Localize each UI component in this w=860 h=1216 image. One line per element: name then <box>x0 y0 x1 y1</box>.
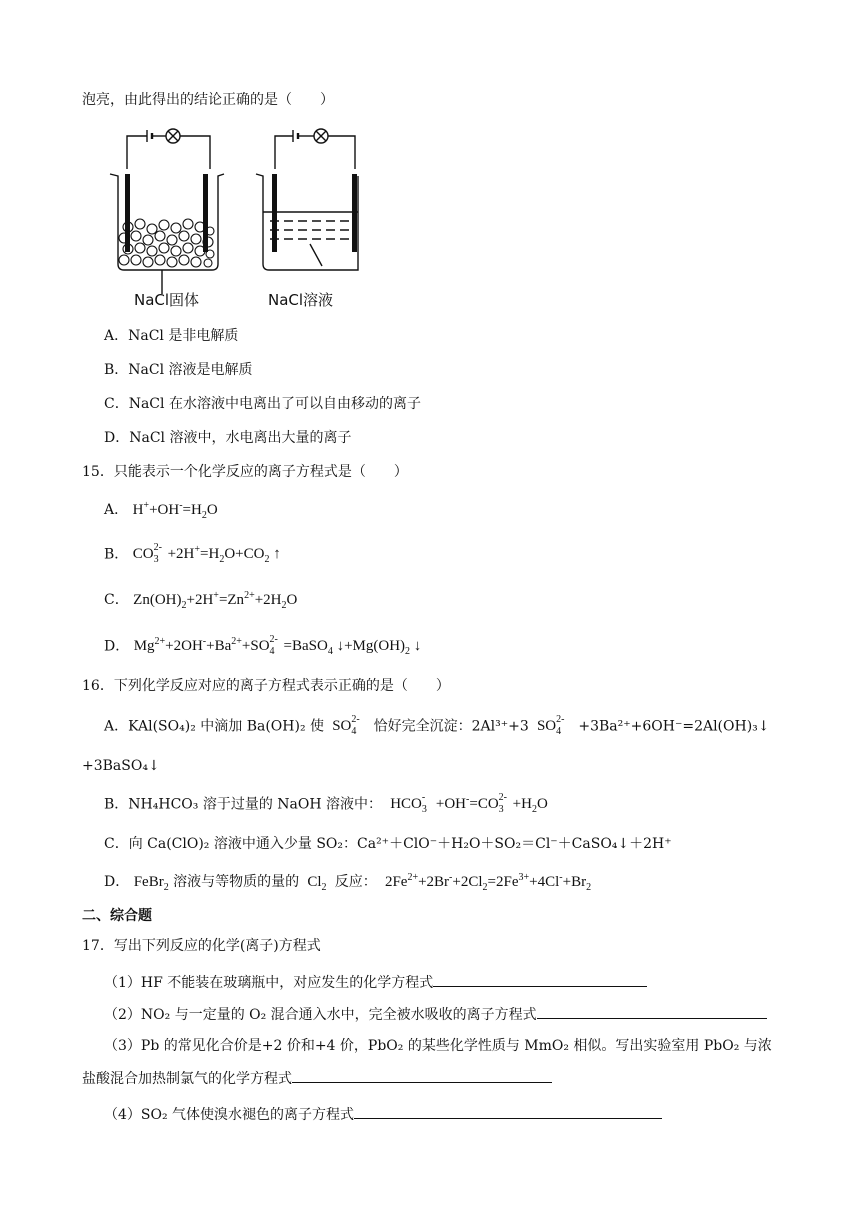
q17-part-4-answer-blank[interactable] <box>354 1104 662 1119</box>
q14-option-d: D．NaCl 溶液中，水电离出大量的离子 <box>104 430 352 446</box>
q16-option-b <box>104 794 548 816</box>
q16-d-react: 反应： <box>334 874 377 890</box>
q16-d-label: D． <box>104 874 130 890</box>
q14-option-c: C．NaCl 在水溶液中电离出了可以自由移动的离子 <box>104 396 421 412</box>
q15-option-b <box>104 544 281 566</box>
q15-b-label: B． <box>104 546 129 563</box>
nacl-solid-label: NaCl固体 <box>134 291 200 309</box>
question-16-stem: 16．下列化学反应对应的离子方程式表示正确的是（ ） <box>82 678 450 694</box>
q16-d-cl2: $Cl_2$ <box>303 874 327 893</box>
q16-a-sulfate-2: SO 2- 4 <box>533 714 565 737</box>
q17-part-1 <box>104 972 647 993</box>
q17-part-3: （3）Pb 的常见化合价是+2 价和+4 价，PbO₂ 的某些化学性质与 MmO₂ 相似。写出实验室用 PbO₂ 与浓 <box>104 1038 772 1054</box>
question-17-stem: 17．写出下列反应的化学(离子)方程式 <box>82 938 321 954</box>
conductivity-experiment-figure <box>100 124 360 309</box>
q17-part-3-continued <box>82 1068 552 1089</box>
section-2-heading: 二、综合题 <box>82 908 152 924</box>
q16-a-end: +3Ba²⁺+6OH⁻=2Al(OH)₃↓ <box>578 718 770 735</box>
q15-d-label: D． <box>104 638 130 655</box>
q14-option-b: B．NaCl 溶液是电解质 <box>104 362 253 378</box>
q16-a-prefix: A．KAl(SO₄)₂ 中滴加 Ba(OH)₂ 使 <box>104 718 325 735</box>
q16-option-a-continued: +3BaSO₄↓ <box>82 758 160 774</box>
q16-a-sulfate-1: SO 2- 4 <box>328 714 360 737</box>
question-14-intro: 泡亮，由此得出的结论正确的是（ ） <box>82 92 334 108</box>
q15-option-d <box>104 636 421 658</box>
q17-part-4 <box>104 1104 662 1125</box>
q17-part-2-answer-blank[interactable] <box>537 1004 767 1019</box>
q17-part-1-answer-blank[interactable] <box>433 972 647 987</box>
q14-option-a: A．NaCl 是非电解质 <box>104 328 239 344</box>
q16-option-a <box>104 716 770 738</box>
q17-part-1-text: （1）HF 不能装在玻璃瓶中，对应发生的化学方程式 <box>104 975 434 991</box>
q15-c-label: C． <box>104 592 129 608</box>
q16-option-c: C．向 Ca(ClO)₂ 溶液中通入少量 SO₂：Ca²⁺＋ClO⁻＋H₂O＋SO₂＝Cl⁻＋CaSO₄↓＋2H⁺ <box>104 836 672 852</box>
q15-b-equation: CO 2- 3 $+2H^+=H_2O+CO_2$ ↑ <box>132 542 281 566</box>
q15-a-label: A． <box>104 502 129 518</box>
q17-part-2-text: （2）NO₂ 与一定量的 O₂ 混合通入水中，完全被水吸收的离子方程式 <box>104 1007 537 1023</box>
q15-option-a <box>104 500 218 520</box>
q16-d-febr2: FeBr$_2$ <box>133 874 169 893</box>
q16-d-equation: $2Fe^{2+}+2Br^-+2Cl_2=2Fe^{3+}+4Cl^-+Br_2$ <box>381 872 592 893</box>
q16-a-mid: 恰好完全沉淀：2Al³⁺+3 <box>373 718 529 735</box>
q17-part-4-text: （4）SO₂ 气体使溴水褪色的离子方程式 <box>104 1107 355 1123</box>
question-15-stem: 15．只能表示一个化学反应的离子方程式是（ ） <box>82 464 408 480</box>
q16-d-mid: 溶液与等物质的量的 <box>173 874 300 890</box>
q16-b-prefix: B．NH₄HCO₃ 溶于过量的 NaOH 溶液中： <box>104 796 383 813</box>
q15-a-equation: $H^++OH^-=H_2O$ <box>132 500 218 521</box>
q16-option-d <box>104 872 591 892</box>
q17-part-3-text: 盐酸混合加热制氯气的化学方程式 <box>82 1071 292 1087</box>
q16-b-equation: HCO - 3 +OH-=CO 2- 3 $+H_2O$ <box>386 792 548 816</box>
q17-part-2 <box>104 1004 767 1025</box>
q17-part-3-answer-blank[interactable] <box>292 1068 552 1083</box>
q15-d-equation: $Mg^{2+}+2OH^-+Ba^{2+}+SO$ 2- 4 =BaSO$_4$ $↓+Mg(OH)_2$ ↓ <box>133 634 422 658</box>
q15-c-equation: $Zn(OH)_2+2H^+=Zn^{2+}+2H_2O$ <box>133 590 298 611</box>
nacl-solution-label: NaCl溶液 <box>268 291 334 309</box>
q15-option-c <box>104 590 297 610</box>
